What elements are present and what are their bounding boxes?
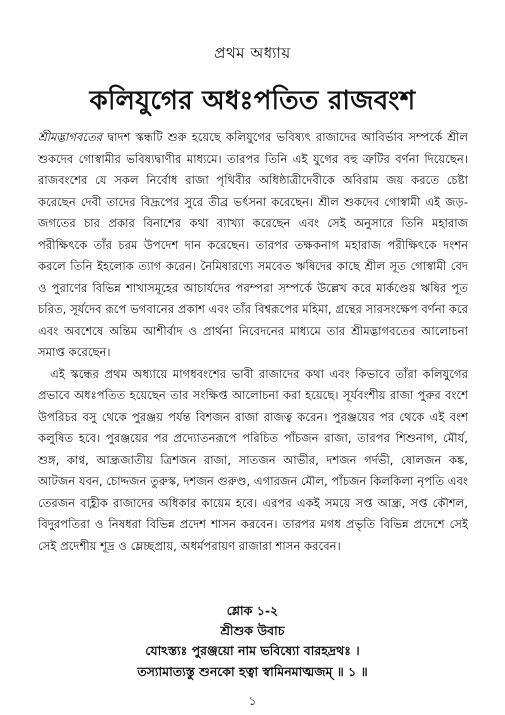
chapter-heading: প্রথম অধ্যায় (214, 44, 291, 62)
chapter-title: কলিযুগের অধঃপতিত রাজবংশ (89, 86, 416, 116)
verse-line-2: তস্যামাত্যস্তু শুনকো হত্বা স্বামিনমাত্মজম্‌ ॥ ১ ॥ (137, 664, 368, 679)
paragraph-1 (38, 127, 468, 364)
book-name-italic: শ্রীমদ্ভাগবতের (38, 130, 103, 144)
paragraph-2: এই স্কন্ধের প্রথম অধ্যায়ে মাগধবংশের ভাবী রাজাদের কথা এবং কিভাবে তাঁরা কলিযুগের প্রভাবে অধঃপতিত হয়েছেন তার সংক্ষিপ্ত আলোচনা করা হয়েছে। সূর্যবংশীয় রাজা পুরুর বংশে উপরিচর বসু থেকে পুরঞ্জয় পর্যন্ত বিশজন রাজা রাজত্ব করেন। পুরঞ্জয়ের পর থেকে এই বংশ কলুষিত হবে। পুরঞ্জয়ের পর প্রদ্যোতনরূপে পরিচিত পাঁচজন রাজা, তারপর শিশুনাগ, মৌর্য, শুঙ্গ, কাণ্ব, আন্ধ্রজাতীয় ত্রিশজন রাজা, সাতজন আভীর, দশজন গর্দভী, ষোলজন কঙ্ক, আটজন যবন, চোদ্দজন তুরুস্ক, দশজন গুরুণ্ড, এগারজন মৌল, পাঁচজন কিলকিলা নৃপতি এবং তেরজন বাহ্লীক রাজাদের অধিকার কায়েম হবে। এরপর একই সময়ে সপ্ত আন্ধ্র, সপ্ত কৌশল, বিদুরপতিরা ও নিষধরা বিভিন্ন প্রদেশ শাসন করবেন। তারপর মগধ প্রভৃতি বিভিন্ন প্রদেশে সেই সেই প্রদেশীয় শূদ্র ও ম্লেচ্ছপ্রায়, অধর্মপরায়ণ রাজারা শাসন করবেন। (38, 366, 468, 553)
page-number: ১ (248, 694, 257, 708)
paragraph-1-text: দ্বাদশ স্কন্ধটি শুরু হয়েছে কলিযুগের ভবিষ্যৎ রাজাদের আবির্ভাব সম্পর্কে শ্রীল শুকদেব গোস্বামীর ভবিষ্যদ্বাণীর মাধ্যমে। তারপর তিনি এই যুগের বহু ত্রুটির বর্ণনা দিয়েছেন। রাজবংশের যে সকল নির্বোধ রাজা পৃথিবীর অধিষ্ঠাত্রীদেবীকে অবিরাম জয় করতে চেষ্টা করেছেন দেবী তাদের বিদ্রূপের সুরে তীব্র ভর্ৎসনা করেছেন। শ্রীল শুকদেব গোস্বামী এই জড়-জগতের চার প্রকার বিনাশের কথা ব্যাখ্যা করেছেন এবং সেই অনুসারে তিনি মহারাজ পরীক্ষিৎকে তাঁর চরম উপদেশ দান করেছেন। তারপর তক্ষকনাগ মহারাজ পরীক্ষিৎকে দংশন করলে তিনি ইহলোক ত্যাগ করেন। নৈমিষারণ্যে সমবেত ঋষিদের কাছে শ্রীল সূত গোস্বামী বেদ ও পুরাণের বিভিন্ন শাখাসমূহের আচার্যদের পরম্পরা সম্পর্কে উল্লেখ করে মার্কণ্ডেয় ঋষির পূত চরিত, সূর্যদেব রূপে ভগবানের প্রকাশ এবং তাঁর বিশ্বরূপের মহিমা, গ্রন্থের সারসংক্ষেপ বর্ণনা করে এবং অবশেষে অন্তিম আশীর্বাদ ও প্রার্থনা নিবেদনের মাধ্যমে তার শ্রীমদ্ভাগবতের আলোচনা সমাপ্ত করেছেন। (38, 130, 468, 359)
verse-line-1: যোঽস্ত্যঃ পুরঞ্জয়ো নাম ভবিষ্যো বারহদ্রথঃ । (145, 643, 360, 658)
body-text (38, 127, 468, 557)
verse-block (0, 601, 505, 682)
verse-label: শ্লোক ১-২ (226, 603, 279, 618)
verse-speaker: শ্রীশুক উবাচ (220, 623, 285, 638)
